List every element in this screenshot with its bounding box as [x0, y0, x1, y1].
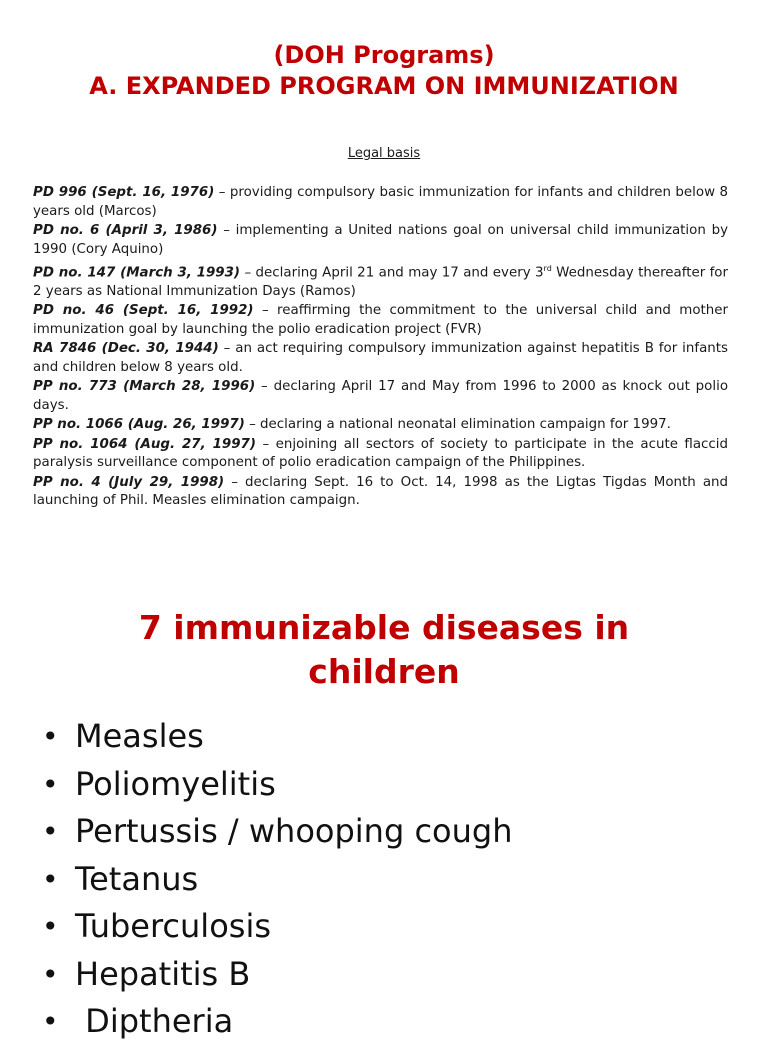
list-item [42, 903, 742, 951]
ordinal-suffix: rd [543, 264, 552, 273]
legal-description: – declaring April 21 and may 17 and every 3 [240, 265, 544, 281]
legal-citation: PD 996 (Sept. 16, 1976) [33, 185, 215, 200]
list-item [42, 808, 742, 856]
legal-entry [33, 222, 728, 259]
legal-citation: PP no. 1066 (Aug. 26, 1997) [33, 417, 245, 433]
legal-basis-list [33, 184, 728, 512]
title-line-epi: A. EXPANDED PROGRAM ON IMMUNIZATION [89, 72, 679, 100]
bullet-icon: • [42, 767, 59, 801]
legal-description: – providing compulsory basic immunization for infants and children below 8 years old (Marcos) [33, 185, 728, 219]
legal-citation: RA 7846 (Dec. 30, 1944) [33, 341, 219, 357]
bullet-icon: • [42, 815, 59, 848]
legal-citation: PP no. 773 (March 28, 1996) [33, 379, 256, 395]
legal-entry [33, 340, 728, 377]
legal-entry [33, 260, 728, 301]
legal-entry [33, 474, 728, 511]
legal-entry [33, 378, 728, 415]
legal-citation: PP no. 4 (July 29, 1998) [33, 474, 225, 490]
list-item [42, 713, 742, 761]
section-title-line-2: children [308, 652, 460, 691]
document-title [0, 40, 768, 102]
legal-entry [33, 184, 728, 221]
legal-description: – enjoining all sectors of society to participate in the acute flaccid paralysis surveillance component of polio eradication campaign of the Philippines. [33, 436, 728, 471]
disease-name: Hepatitis B [75, 954, 251, 993]
legal-description-cont: Wednesday thereafter for 2 years as National Immunization Days (Ramos) [33, 265, 729, 299]
legal-entry [33, 416, 728, 435]
legal-citation: PD no. 147 (March 3, 1993) [33, 265, 241, 281]
legal-description: – an act requiring compulsory immunization against hepatitis B for infants and children below 8 years old. [33, 341, 728, 375]
legal-entry [33, 436, 728, 473]
section-title-diseases [0, 606, 768, 694]
disease-name: Diptheria [75, 1002, 234, 1040]
title-line-doh-programs: (DOH Programs) [273, 41, 495, 69]
legal-basis-heading: Legal basis [347, 146, 421, 161]
list-item [42, 856, 742, 904]
bullet-icon: • [42, 720, 59, 753]
legal-citation: PD no. 46 (Sept. 16, 1992) [33, 303, 254, 319]
disease-name: Tetanus [75, 859, 199, 898]
disease-name: Poliomyelitis [75, 764, 276, 803]
legal-citation: PD no. 6 (April 3, 1986) [33, 223, 218, 238]
legal-entry [33, 302, 728, 339]
disease-name: Measles [75, 717, 204, 755]
legal-description: – implementing a United nations goal on universal child immunization by 1990 (Cory Aquino) [33, 223, 728, 257]
legal-description: – declaring April 17 and May from 1996 to 2000 as knock out polio days. [33, 379, 729, 413]
list-item [42, 951, 742, 999]
bullet-icon: • [42, 862, 59, 896]
disease-name: Pertussis / whooping cough [75, 812, 513, 850]
bullet-icon: • [42, 910, 59, 943]
bullet-icon: • [42, 957, 59, 991]
legal-description: – reaffirming the commitment to the universal child and mother immunization goal by launching the polio eradication project (FVR) [33, 303, 728, 337]
list-item [42, 761, 742, 809]
legal-description: – declaring a national neonatal elimination campaign for 1997. [244, 417, 671, 433]
legal-citation: PP no. 1064 (Aug. 27, 1997) [33, 436, 256, 452]
disease-name: Tuberculosis [75, 907, 271, 945]
legal-description: – declaring Sept. 16 to Oct. 14, 1998 as the Ligtas Tigdas Month and launching of Phil. Measles elimination campaign. [33, 474, 729, 509]
bullet-icon: • [42, 1005, 59, 1038]
list-item [42, 998, 742, 1046]
disease-list [42, 713, 742, 1046]
section-title-line-1: 7 immunizable diseases in [138, 608, 630, 647]
